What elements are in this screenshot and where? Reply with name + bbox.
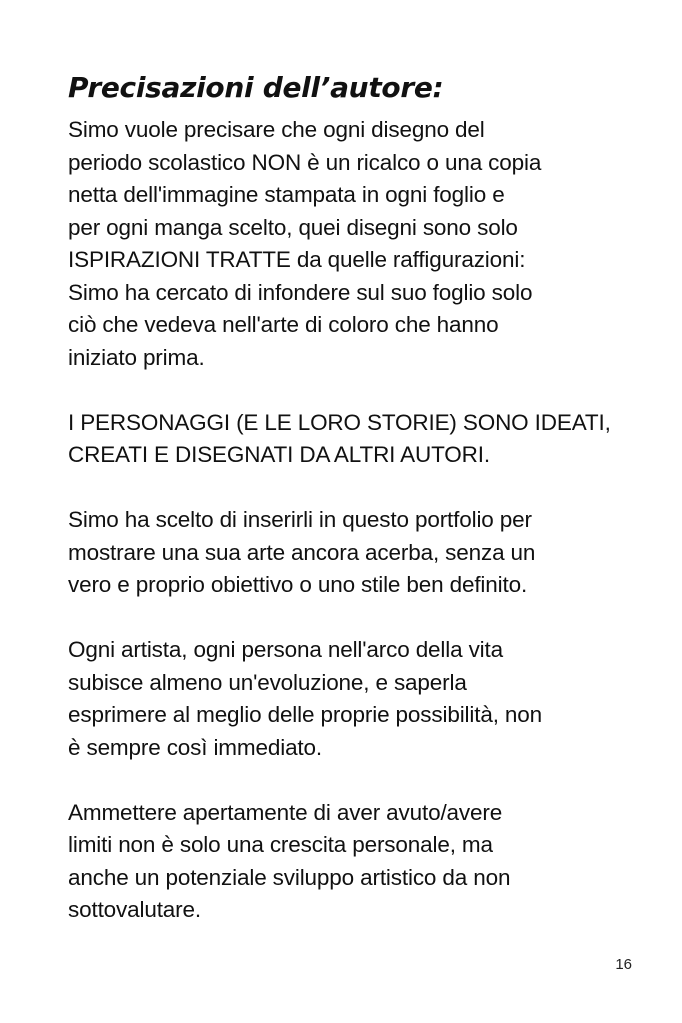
paragraph-1	[68, 114, 628, 374]
page-title: Precisazioni dell’autore:	[68, 71, 444, 104]
paragraph-line: Simo ha cercato di infondere sul suo foglio solo	[68, 279, 533, 305]
paragraph-line: Ogni artista, ogni persona nell'arco della vita	[68, 637, 503, 662]
paragraph-line: per ogni manga scelto, quei disegni sono solo	[68, 214, 518, 240]
paragraph-line: vero e proprio obiettivo o uno stile ben definito.	[68, 572, 528, 597]
paragraph-4	[68, 634, 628, 764]
paragraph-line: è sempre così immediato.	[68, 734, 322, 760]
page-number: 16	[615, 956, 632, 973]
paragraph-line: iniziato prima.	[68, 344, 205, 370]
paragraph-line: ISPIRAZIONI TRATTE da quelle raffigurazioni:	[68, 247, 526, 272]
paragraph-line: sottovalutare.	[68, 897, 201, 922]
body-text	[68, 114, 628, 959]
paragraph-line: Simo ha scelto di inserirli in questo portfolio per	[68, 507, 532, 532]
paragraph-line: mostrare una sua arte ancora acerba, senza un	[68, 539, 536, 565]
paragraph-line: netta dell'immagine stampata in ogni foglio e	[68, 182, 505, 207]
paragraph-5	[68, 797, 628, 927]
paragraph-line: periodo scolastico NON è un ricalco o una copia	[68, 149, 542, 175]
paragraph-line: limiti non è solo una crescita personale, ma	[68, 832, 493, 857]
paragraph-line: Simo vuole precisare che ogni disegno del	[68, 117, 485, 142]
paragraph-line: anche un potenziale sviluppo artistico da non	[68, 864, 511, 890]
paragraph-line: esprimere al meglio delle proprie possibilità, non	[68, 702, 542, 727]
paragraph-line: subisce almeno un'evoluzione, e saperla	[68, 669, 467, 695]
paragraph-line: Ammettere apertamente di aver avuto/avere	[68, 799, 503, 825]
paragraph-line: CREATI E DISEGNATI DA ALTRI AUTORI.	[68, 442, 490, 467]
paragraph-2	[68, 407, 628, 472]
paragraph-line: ciò che vedeva nell'arte di coloro che hanno	[68, 312, 499, 337]
paragraph-3	[68, 504, 628, 602]
paragraph-line: I PERSONAGGI (E LE LORO STORIE) SONO IDEATI,	[68, 409, 611, 435]
